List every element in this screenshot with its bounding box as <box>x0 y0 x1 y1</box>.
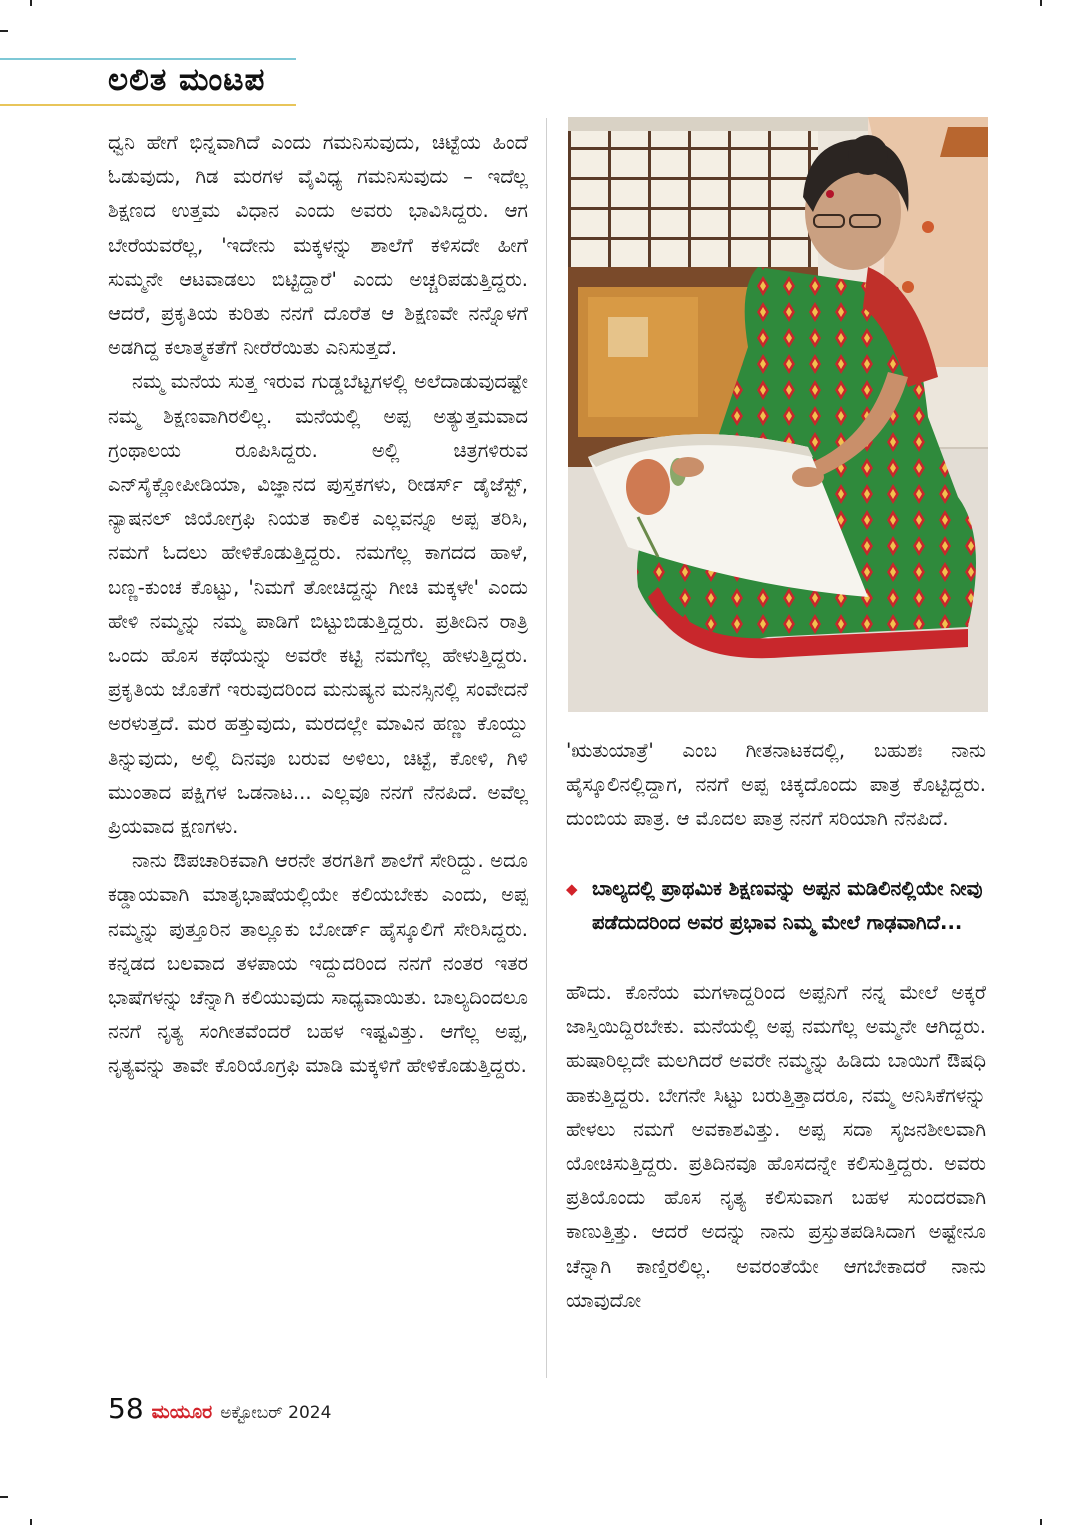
page-number: 58 <box>108 1392 144 1425</box>
crop-mark <box>30 1519 32 1525</box>
crop-mark <box>1040 0 1042 6</box>
diamond-bullet-icon: ◆ <box>566 880 578 898</box>
right-text-answer <box>566 976 986 1318</box>
crop-mark <box>0 1496 8 1498</box>
crop-mark <box>1040 1519 1042 1525</box>
crop-mark <box>0 30 8 32</box>
paragraph: 'ಋತುಯಾತ್ರೆ' ಎಂಬ ಗೀತನಾಟಕದಲ್ಲಿ, ಬಹುಶಃ ನಾನು ಹೈಸ್ಕೂಲಿನಲ್ಲಿದ್ದಾಗ, ನನಗೆ ಅಪ್ಪ ಚಿಕ್ಕದೊಂದು ಪಾತ್ರ ಕೊಟ್ಟಿದ್ದರು. ದುಂಬಿಯ ಪಾತ್ರ. ಆ ಮೊದಲ ಪಾತ್ರ ನನಗೆ ಸರಿಯಾಗಿ ನೆನಪಿದೆ. <box>566 739 986 831</box>
magazine-name: ಮಯೂರ <box>151 1401 213 1423</box>
paragraph: ನಮ್ಮ ಮನೆಯ ಸುತ್ತ ಇರುವ ಗುಡ್ಡಬೆಟ್ಟಗಳಲ್ಲಿ ಅಲೆದಾಡುವುದಷ್ಟೇ ನಮ್ಮ ಶಿಕ್ಷಣವಾಗಿರಲಿಲ್ಲ. ಮನೆಯಲ್ಲಿ ಅಪ್ಪ ಅತ್ಯುತ್ತಮವಾದ ಗ್ರಂಥಾಲಯ ರೂಪಿಸಿದ್ದರು. ಅಲ್ಲಿ ಚಿತ್ರಗಳಿರುವ ಎನ್‌ಸೈಕ್ಲೋಪೀಡಿಯಾ, ವಿಜ್ಞಾನದ ಪುಸ್ತಕಗಳು, ರೀಡರ್ಸ್ ಡೈಜೆಸ್ಟ್, ನ್ಯಾಷನಲ್ ಜಿಯೋಗ್ರಫಿ ನಿಯತ ಕಾಲಿಕ ಎಲ್ಲವನ್ನೂ ಅಪ್ಪ ತರಿಸಿ, ನಮಗೆ ಓದಲು ಹೇಳಿಕೊಡುತ್ತಿದ್ದರು. ನಮಗೆಲ್ಲ ಕಾಗದದ ಹಾಳೆ, ಬಣ್ಣ-ಕುಂಚ ಕೊಟ್ಟು, 'ನಿಮಗೆ ತೋಚಿದ್ದನ್ನು ಗೀಚಿ ಮಕ್ಕಳೇ' ಎಂದು ಹೇಳಿ ನಮ್ಮನ್ನು ನಮ್ಮ ಪಾಡಿಗೆ ಬಿಟ್ಟುಬಿಡುತ್ತಿದ್ದರು. ಪ್ರತೀದಿನ ರಾತ್ರಿ ಒಂದು ಹೊಸ ಕಥೆಯನ್ನು ಅವರೇ ಕಟ್ಟಿ ನಮಗೆಲ್ಲ ಹೇಳುತ್ತಿದ್ದರು. ಪ್ರಕೃತಿಯ ಜೊತೆಗೆ ಇರುವುದರಿಂದ ಮನುಷ್ಯನ ಮನಸ್ಸಿನಲ್ಲಿ ಸಂವೇದನೆ ಅರಳುತ್ತದೆ. ಮರ ಹತ್ತುವುದು, ಮರದಲ್ಲೇ ಮಾವಿನ ಹಣ್ಣು ಕೊಯ್ದು ತಿನ್ನುವುದು, ಅಲ್ಲಿ ದಿನವೂ ಬರುವ ಅಳಿಲು, ಚಿಟ್ಟೆ, ಕೋಳಿ, ಗಿಳಿ ಮುಂತಾದ ಪಕ್ಷಿಗಳ ಒಡನಾಟ... ಎಲ್ಲವೂ ನನಗೆ ನೆನಪಿದೆ. ಅವೆಲ್ಲ ಪ್ರಿಯವಾದ ಕ್ಷಣಗಳು. <box>108 370 528 839</box>
column-divider <box>546 118 547 1378</box>
right-text-top <box>566 734 986 837</box>
paragraph: ನಾನು ಔಪಚಾರಿಕವಾಗಿ ಆರನೇ ತರಗತಿಗೆ ಶಾಲೆಗೆ ಸೇರಿದ್ದು. ಅದೂ ಕಡ್ಡಾಯವಾಗಿ ಮಾತೃಭಾಷೆಯಲ್ಲಿಯೇ ಕಲಿಯಬೇಕು ಎಂದು, ಅಪ್ಪ ನಮ್ಮನ್ನು ಪುತ್ತೂರಿನ ತಾಲ್ಲೂಕು ಬೋರ್ಡ್ ಹೈಸ್ಕೂಲಿಗೆ ಸೇರಿಸಿದ್ದರು. ಕನ್ನಡದ ಬಲವಾದ ತಳಪಾಯ ಇದ್ದುದರಿಂದ ನನಗೆ ನಂತರ ಇತರ ಭಾಷೆಗಳನ್ನು ಚೆನ್ನಾಗಿ ಕಲಿಯುವುದು ಸಾಧ್ಯವಾಯಿತು. ಬಾಲ್ಯದಿಂದಲೂ ನನಗೆ ನೃತ್ಯ ಸಂಗೀತವೆಂದರೆ ಬಹಳ ಇಷ್ಟವಿತ್ತು. ಆಗೆಲ್ಲ ಅಪ್ಪ, ನೃತ್ಯವನ್ನು ತಾವೇ ಕೊರಿಯೊಗ್ರಫಿ ಮಾಡಿ ಮಕ್ಕಳಿಗೆ ಹೇಳಿಕೊಡುತ್ತಿದ್ದರು. <box>108 849 528 1078</box>
article-photo <box>568 117 988 712</box>
paragraph: ಹೌದು. ಕೊನೆಯ ಮಗಳಾದ್ದರಿಂದ ಅಪ್ಪನಿಗೆ ನನ್ನ ಮೇಲೆ ಅಕ್ಕರೆ ಜಾಸ್ತಿಯಿದ್ದಿರಬೇಕು. ಮನೆಯಲ್ಲಿ ಅಪ್ಪ ನಮಗೆಲ್ಲ ಅಮ್ಮನೇ ಆಗಿದ್ದರು. ಹುಷಾರಿಲ್ಲದೇ ಮಲಗಿದರೆ ಅವರೇ ನಮ್ಮನ್ನು ಹಿಡಿದು ಬಾಯಿಗೆ ಔಷಧಿ ಹಾಕುತ್ತಿದ್ದರು. ಬೇಗನೇ ಸಿಟ್ಟು ಬರುತ್ತಿತ್ತಾದರೂ, ನಮ್ಮ ಅನಿಸಿಕೆಗಳನ್ನು ಹೇಳಲು ನಮಗೆ ಅವಕಾಶವಿತ್ತು. ಅಪ್ಪ ಸದಾ ಸೃಜನಶೀಲವಾಗಿ ಯೋಚಿಸುತ್ತಿದ್ದರು. ಪ್ರತಿದಿನವೂ ಹೊಸದನ್ನೇ ಕಲಿಸುತ್ತಿದ್ದರು. ಅವರು ಪ್ರತಿಯೊಂದು ಹೊಸ ನೃತ್ಯ ಕಲಿಸುವಾಗ ಬಹಳ ಸುಂದರವಾಗಿ ಕಾಣುತ್ತಿತ್ತು. ಆದರೆ ಅದನ್ನು ನಾನು ಪ್ರಸ್ತುತಪಡಿಸಿದಾಗ ಅಷ್ಟೇನೂ ಚೆನ್ನಾಗಿ ಕಾಣ್ತಿರಲಿಲ್ಲ. ಅವರಂತೆಯೇ ಆಗಬೇಕಾದರೆ ನಾನು ಯಾವುದೋ <box>566 981 986 1312</box>
issue-date: ಅಕ್ಟೋಬರ್ 2024 <box>220 1403 332 1423</box>
crop-mark <box>30 0 32 6</box>
paragraph: ಧ್ವನಿ ಹೇಗೆ ಭಿನ್ನವಾಗಿದೆ ಎಂದು ಗಮನಿಸುವುದು, ಚಿಟ್ಟೆಯ ಹಿಂದೆ ಓಡುವುದು, ಗಿಡ ಮರಗಳ ವೈವಿಧ್ಯ ಗಮನಿಸುವುದು – ಇದೆಲ್ಲ ಶಿಕ್ಷಣದ ಉತ್ತಮ ವಿಧಾನ ಎಂದು ಅವರು ಭಾವಿಸಿದ್ದರು. ಆಗ ಬೇರೆಯವರೆಲ್ಲ, 'ಇದೇನು ಮಕ್ಕಳನ್ನು ಶಾಲೆಗೆ ಕಳಿಸದೇ ಹೀಗೆ ಸುಮ್ಮನೇ ಆಟವಾಡಲು ಬಿಟ್ಟಿದ್ದಾರೆ' ಎಂದು ಅಚ್ಚರಿಪಡುತ್ತಿದ್ದರು. ಆದರೆ, ಪ್ರಕೃತಿಯ ಕುರಿತು ನನಗೆ ದೊರೆತ ಆ ಶಿಕ್ಷಣವೇ ನನ್ನೊಳಗೆ ಅಡಗಿದ್ದ ಕಲಾತ್ಮಕತೆಗೆ ನೀರೆರೆಯಿತು ಎನಿಸುತ್ತದೆ. <box>108 131 528 360</box>
question-text: ಬಾಲ್ಯದಲ್ಲಿ ಪ್ರಾಥಮಿಕ ಶಿಕ್ಷಣವನ್ನು ಅಪ್ಪನ ಮಡಿಲಿನಲ್ಲಿಯೇ ನೀವು ಪಡೆದುದರಿಂದ ಅವರ ಪ್ರಭಾವ ನಿಮ್ಮ ಮೇಲೆ ಗಾಢವಾಗಿದೆ... <box>592 877 983 934</box>
interview-question <box>566 872 986 940</box>
page-footer <box>108 1392 331 1426</box>
header-rule-top <box>0 58 296 60</box>
header-rule-bottom <box>0 104 296 106</box>
left-text-column <box>108 126 528 1386</box>
section-title: ಲಲಿತ ಮಂಟಪ <box>108 62 266 98</box>
